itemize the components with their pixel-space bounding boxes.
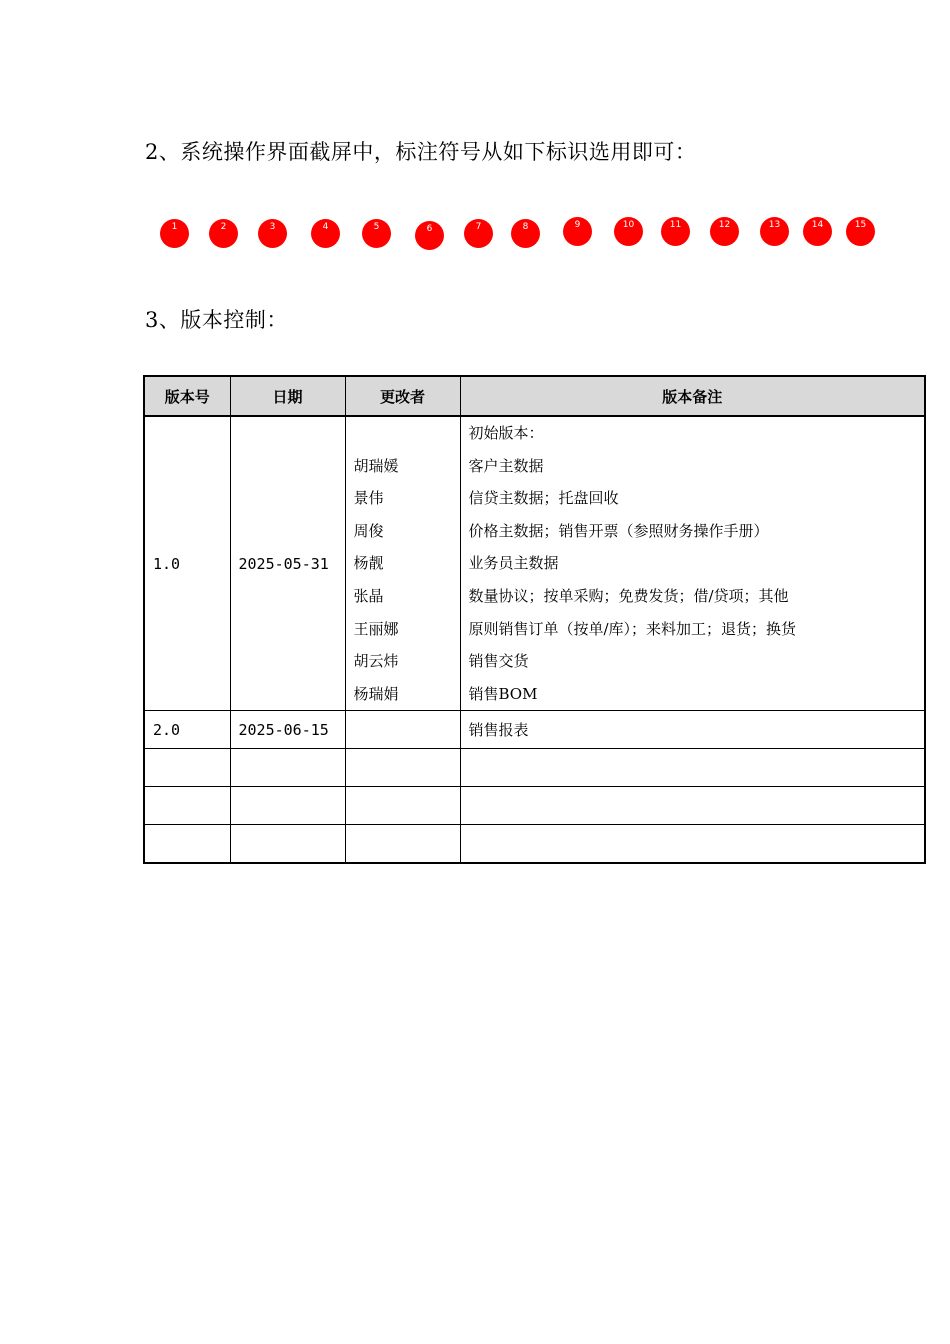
marker-10-icon: 10 xyxy=(614,217,643,246)
version-control-table xyxy=(143,375,926,864)
header-date: 日期 xyxy=(230,376,345,416)
table-row xyxy=(144,711,925,749)
marker-4-icon: 4 xyxy=(311,219,340,248)
header-author: 更改者 xyxy=(345,376,460,416)
marker-3-icon: 3 xyxy=(258,219,287,248)
note-line: 价格主数据；销售开票（参照财务操作手册） xyxy=(468,521,769,540)
marker-9-icon: 9 xyxy=(563,217,592,246)
table-row xyxy=(144,787,925,825)
author-line: 胡云炜 xyxy=(353,652,399,671)
note-line: 销售BOM xyxy=(468,684,538,703)
note-line: 原则销售订单（按单/库）；来料加工；退货；换货 xyxy=(468,619,797,638)
cell-author xyxy=(345,711,460,749)
cell-version xyxy=(144,825,230,864)
author-line: 景伟 xyxy=(353,489,384,508)
author-line: 王丽娜 xyxy=(353,619,399,638)
note-line: 数量协议；按单采购；免费发货；借/贷项；其他 xyxy=(468,586,789,605)
header-version: 版本号 xyxy=(144,376,230,416)
note-line: 客户主数据 xyxy=(468,456,544,475)
cell-version: 1.0 xyxy=(144,416,230,711)
cell-version: 2.0 xyxy=(144,711,230,749)
section-2-heading: 2、系统操作界面截屏中，标注符号从如下标识选用即可： xyxy=(145,140,697,164)
marker-2-icon: 2 xyxy=(209,219,238,248)
marker-12-icon: 12 xyxy=(710,217,739,246)
cell-date xyxy=(230,825,345,864)
note-line: 销售交货 xyxy=(468,652,529,671)
cell-author xyxy=(345,825,460,864)
cell-authors xyxy=(345,416,460,711)
marker-5-icon: 5 xyxy=(362,219,391,248)
cell-note xyxy=(460,787,925,825)
marker-1-icon: 1 xyxy=(160,219,189,248)
table-header-row xyxy=(144,376,925,416)
marker-8-icon: 8 xyxy=(511,219,540,248)
marker-6-icon: 6 xyxy=(415,221,444,250)
marker-7-icon: 7 xyxy=(464,219,493,248)
note-line: 信贷主数据；托盘回收 xyxy=(468,489,619,508)
cell-date: 2025-05-31 xyxy=(230,416,345,711)
marker-13-icon: 13 xyxy=(760,217,789,246)
note-line: 初始版本： xyxy=(468,424,544,442)
cell-note xyxy=(460,749,925,787)
author-line xyxy=(354,417,452,450)
author-line: 杨靓 xyxy=(353,554,384,573)
cell-version xyxy=(144,787,230,825)
cell-date: 2025-06-15 xyxy=(230,711,345,749)
cell-author xyxy=(345,787,460,825)
author-line: 张晶 xyxy=(353,586,384,605)
cell-note: 销售报表 xyxy=(460,711,925,749)
author-line: 杨瑞娟 xyxy=(353,684,399,703)
marker-14-icon: 14 xyxy=(803,217,832,246)
cell-date xyxy=(230,787,345,825)
cell-notes xyxy=(460,416,925,711)
marker-11-icon: 11 xyxy=(661,217,690,246)
cell-version xyxy=(144,749,230,787)
author-line: 胡瑞媛 xyxy=(353,456,399,475)
section-3-heading: 3、版本控制： xyxy=(145,308,288,332)
table-row xyxy=(144,749,925,787)
table-row xyxy=(144,416,925,711)
table-row xyxy=(144,825,925,864)
author-line: 周俊 xyxy=(353,521,384,540)
cell-author xyxy=(345,749,460,787)
header-notes: 版本备注 xyxy=(460,376,925,416)
cell-note xyxy=(460,825,925,864)
marker-15-icon: 15 xyxy=(846,217,875,246)
note-line: 业务员主数据 xyxy=(468,554,559,573)
cell-date xyxy=(230,749,345,787)
